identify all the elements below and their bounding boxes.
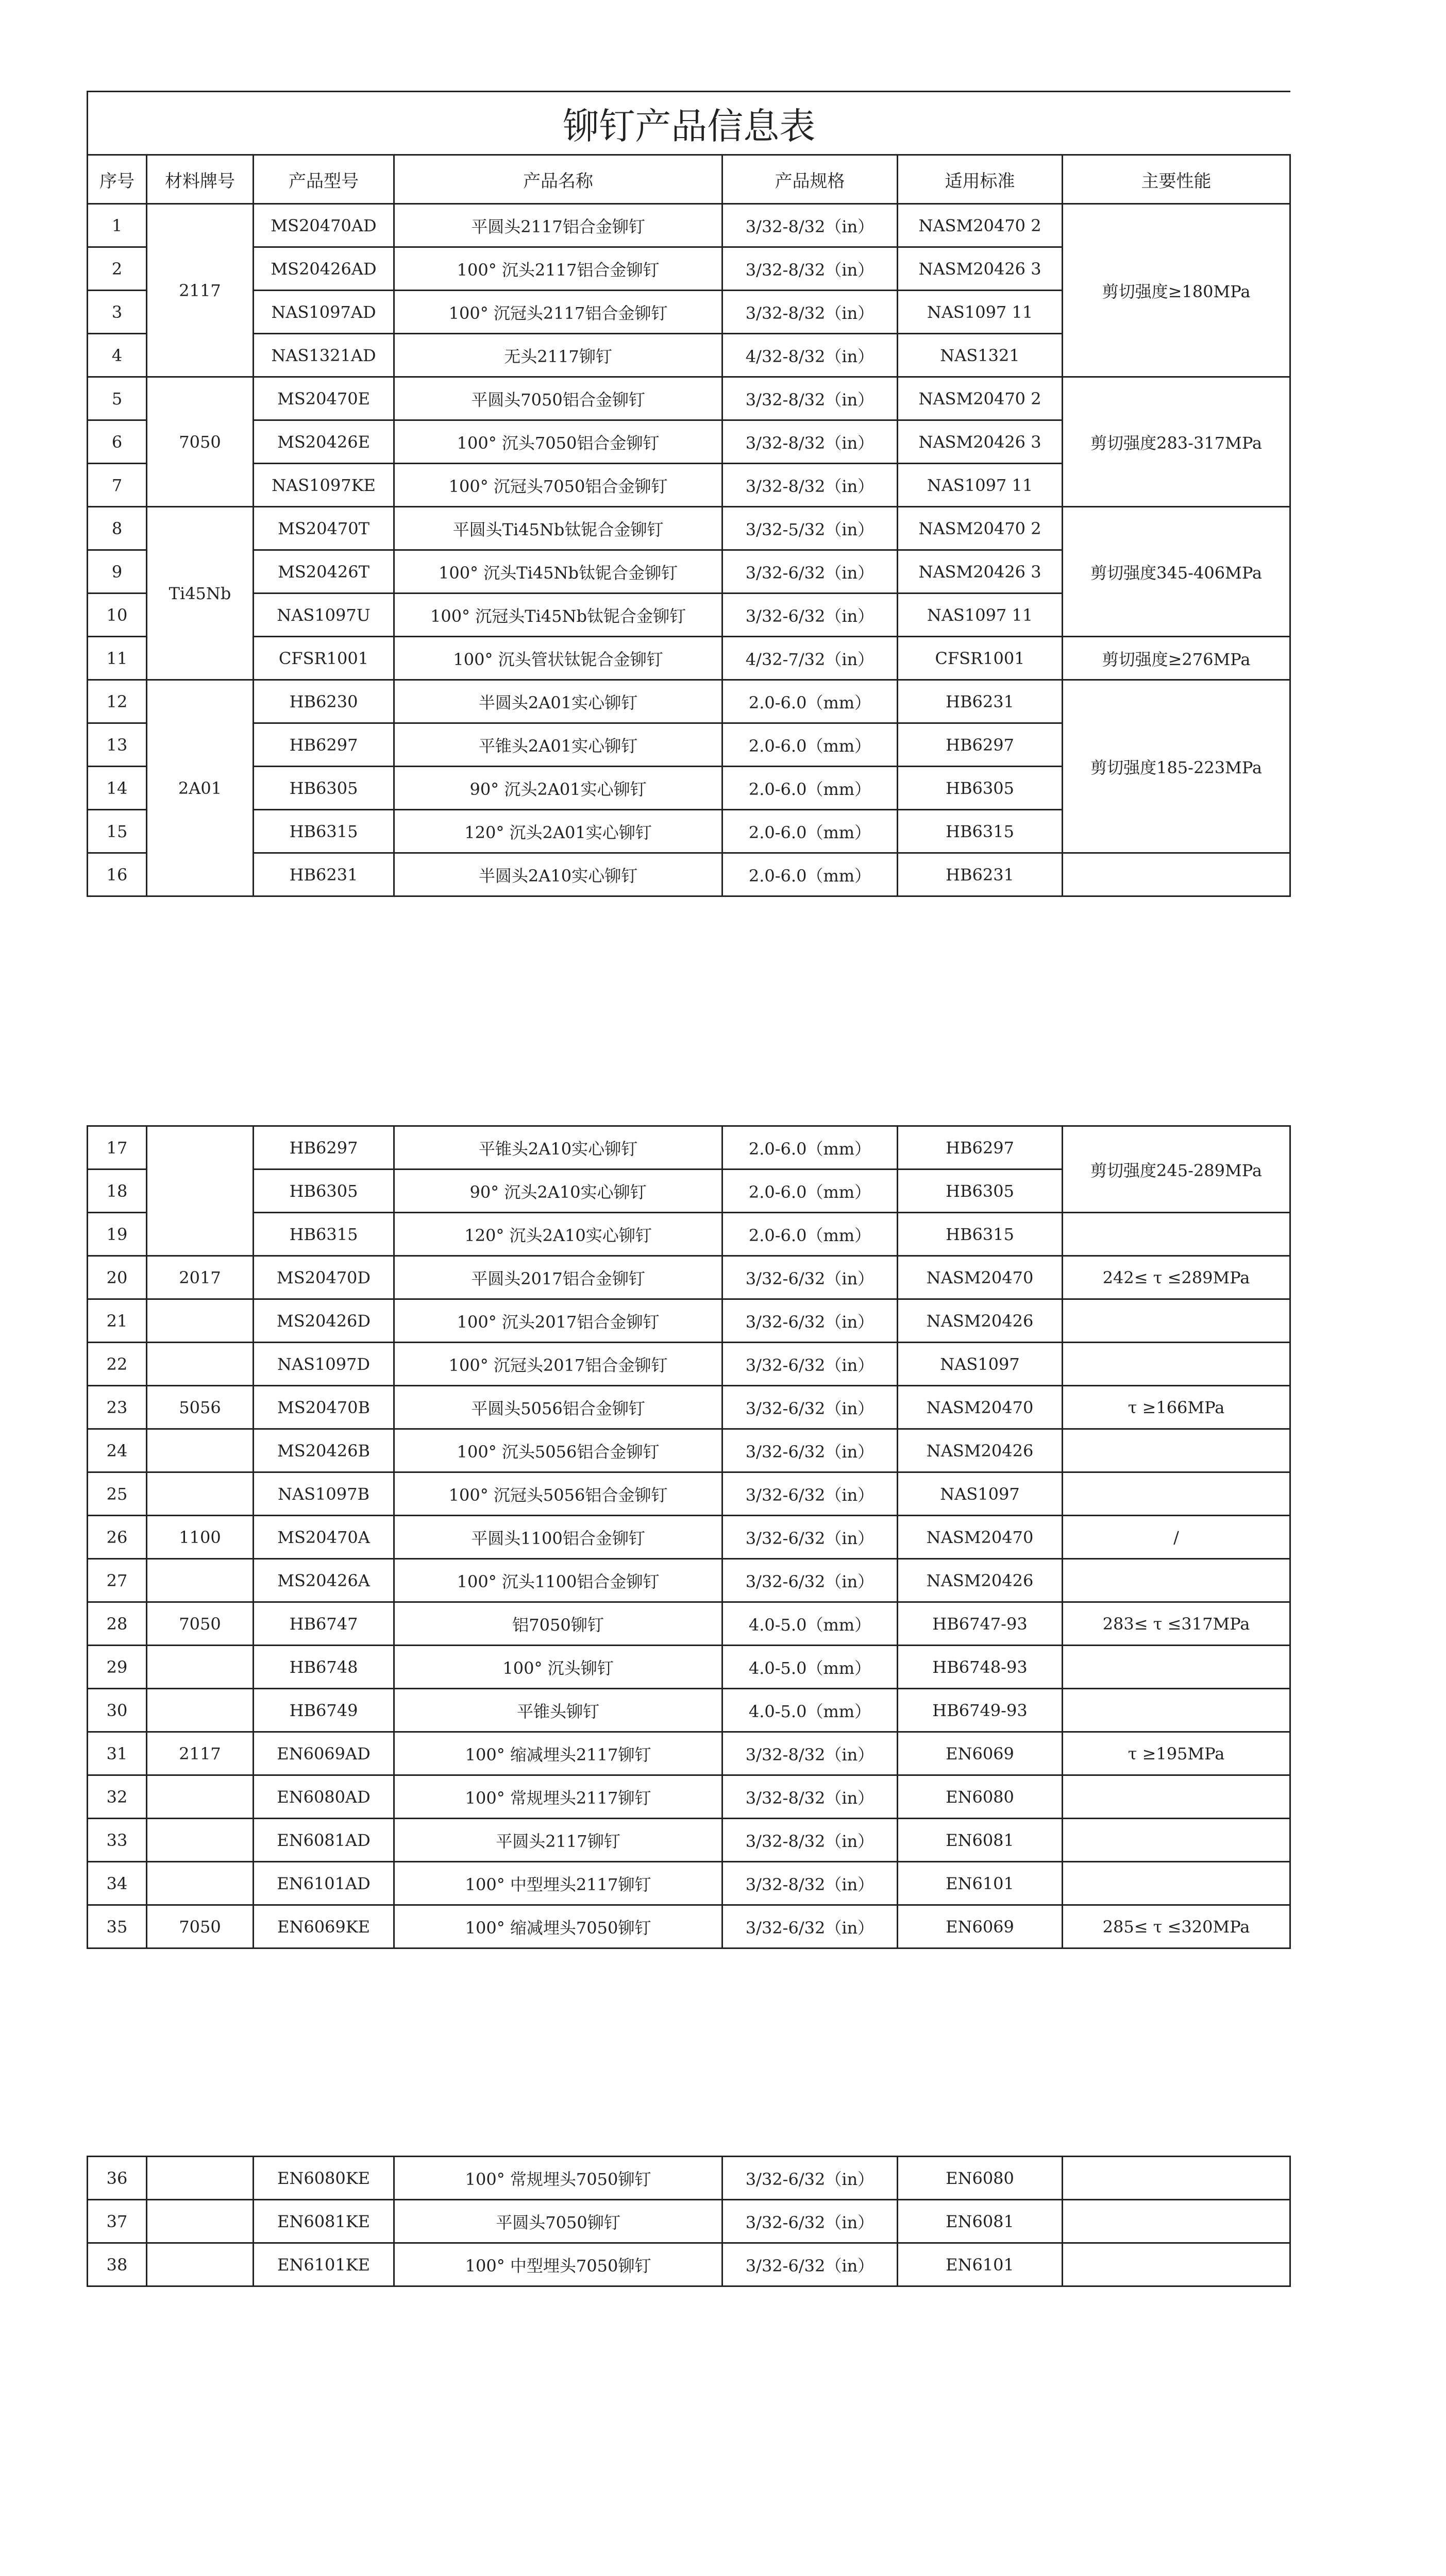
material-cell: 7050 bbox=[147, 377, 254, 507]
product-name-cell: 平锥头铆钉 bbox=[394, 1689, 722, 1732]
performance-cell bbox=[1063, 1343, 1290, 1386]
performance-cell: 剪切强度185-223MPa bbox=[1063, 680, 1290, 853]
model-cell: NAS1097U bbox=[254, 594, 394, 637]
material-cell bbox=[147, 1429, 254, 1472]
table-row bbox=[88, 1689, 1290, 1732]
table-row bbox=[88, 204, 1290, 247]
table-row bbox=[88, 1386, 1290, 1429]
spec-cell: 2.0-6.0（mm） bbox=[722, 680, 898, 723]
row-number-cell: 25 bbox=[88, 1472, 147, 1516]
performance-cell bbox=[1063, 853, 1290, 896]
product-name-cell: 100° 沉头铆钉 bbox=[394, 1646, 722, 1689]
product-name-cell: 100° 沉头5056铝合金铆钉 bbox=[394, 1429, 722, 1472]
performance-cell bbox=[1063, 1472, 1290, 1516]
standard-cell: NASM20470 bbox=[898, 1516, 1063, 1559]
standard-cell: NASM20426 bbox=[898, 1559, 1063, 1602]
material-cell: 7050 bbox=[147, 1602, 254, 1646]
performance-cell bbox=[1063, 2157, 1290, 2200]
spec-cell: 2.0-6.0（mm） bbox=[722, 1170, 898, 1213]
row-number-cell: 27 bbox=[88, 1559, 147, 1602]
row-number-cell: 23 bbox=[88, 1386, 147, 1429]
row-number-cell: 12 bbox=[88, 680, 147, 723]
model-cell: EN6069AD bbox=[254, 1732, 394, 1775]
performance-cell: τ ≥195MPa bbox=[1063, 1732, 1290, 1775]
standard-cell: HB6748-93 bbox=[898, 1646, 1063, 1689]
table-row bbox=[88, 1819, 1290, 1862]
performance-cell: 剪切强度≥276MPa bbox=[1063, 637, 1290, 680]
spec-cell: 3/32-6/32（in） bbox=[722, 594, 898, 637]
model-cell: HB6315 bbox=[254, 810, 394, 853]
material-cell bbox=[147, 1472, 254, 1516]
row-number-cell: 2 bbox=[88, 247, 147, 291]
model-cell: EN6101KE bbox=[254, 2243, 394, 2286]
model-cell: NAS1321AD bbox=[254, 334, 394, 377]
performance-cell bbox=[1063, 1213, 1290, 1256]
model-cell: HB6315 bbox=[254, 1213, 394, 1256]
spec-cell: 2.0-6.0（mm） bbox=[722, 1126, 898, 1170]
spec-cell: 3/32-6/32（in） bbox=[722, 2243, 898, 2286]
product-name-cell: 100° 沉头管状钛铌合金铆钉 bbox=[394, 637, 722, 680]
model-cell: HB6749 bbox=[254, 1689, 394, 1732]
model-cell: NAS1097B bbox=[254, 1472, 394, 1516]
standard-cell: NASM20470 bbox=[898, 1386, 1063, 1429]
spec-cell: 3/32-8/32（in） bbox=[722, 1775, 898, 1819]
product-name-cell: 平圆头7050铝合金铆钉 bbox=[394, 377, 722, 420]
model-cell: MS20426T bbox=[254, 550, 394, 594]
row-number-cell: 36 bbox=[88, 2157, 147, 2200]
spec-cell: 4.0-5.0（mm） bbox=[722, 1646, 898, 1689]
material-cell: 2117 bbox=[147, 204, 254, 377]
model-cell: HB6297 bbox=[254, 1126, 394, 1170]
standard-cell: NASM20470 2 bbox=[898, 204, 1063, 247]
product-name-cell: 平圆头1100铝合金铆钉 bbox=[394, 1516, 722, 1559]
model-cell: HB6747 bbox=[254, 1602, 394, 1646]
standard-cell: EN6080 bbox=[898, 2157, 1063, 2200]
product-name-cell: 100° 沉冠头5056铝合金铆钉 bbox=[394, 1472, 722, 1516]
performance-cell: 剪切强度345-406MPa bbox=[1063, 507, 1290, 637]
row-number-cell: 15 bbox=[88, 810, 147, 853]
row-number-cell: 8 bbox=[88, 507, 147, 550]
standard-cell: NAS1097 bbox=[898, 1343, 1063, 1386]
header-cell: 产品规格 bbox=[722, 155, 898, 204]
performance-cell bbox=[1063, 1429, 1290, 1472]
product-name-cell: 100° 沉头2017铝合金铆钉 bbox=[394, 1299, 722, 1343]
row-number-cell: 37 bbox=[88, 2200, 147, 2243]
material-cell: 2017 bbox=[147, 1256, 254, 1299]
performance-cell: 242≤ τ ≤289MPa bbox=[1063, 1256, 1290, 1299]
standard-cell: EN6101 bbox=[898, 1862, 1063, 1905]
standard-cell: NASM20426 3 bbox=[898, 420, 1063, 464]
row-number-cell: 3 bbox=[88, 291, 147, 334]
performance-cell: 剪切强度283-317MPa bbox=[1063, 377, 1290, 507]
product-name-cell: 120° 沉头2A01实心铆钉 bbox=[394, 810, 722, 853]
standard-cell: HB6231 bbox=[898, 853, 1063, 896]
model-cell: MS20426B bbox=[254, 1429, 394, 1472]
product-name-cell: 平圆头2117铝合金铆钉 bbox=[394, 204, 722, 247]
product-name-cell: 100° 缩减埋头2117铆钉 bbox=[394, 1732, 722, 1775]
performance-cell: 283≤ τ ≤317MPa bbox=[1063, 1602, 1290, 1646]
material-cell bbox=[147, 1819, 254, 1862]
spec-cell: 3/32-6/32（in） bbox=[722, 1472, 898, 1516]
spec-cell: 3/32-8/32（in） bbox=[722, 464, 898, 507]
row-number-cell: 35 bbox=[88, 1905, 147, 1948]
row-number-cell: 21 bbox=[88, 1299, 147, 1343]
product-name-cell: 100° 沉头7050铝合金铆钉 bbox=[394, 420, 722, 464]
standard-cell: NASM20470 2 bbox=[898, 507, 1063, 550]
product-name-cell: 90° 沉头2A10实心铆钉 bbox=[394, 1170, 722, 1213]
material-cell bbox=[147, 1862, 254, 1905]
table-row bbox=[88, 1905, 1290, 1948]
standard-cell: HB6747-93 bbox=[898, 1602, 1063, 1646]
row-number-cell: 13 bbox=[88, 723, 147, 767]
header-row bbox=[88, 155, 1290, 204]
standard-cell: HB6297 bbox=[898, 1126, 1063, 1170]
model-cell: MS20470E bbox=[254, 377, 394, 420]
model-cell: MS20426AD bbox=[254, 247, 394, 291]
product-name-cell: 100° 沉冠头7050铝合金铆钉 bbox=[394, 464, 722, 507]
table-row bbox=[88, 1646, 1290, 1689]
product-name-cell: 100° 沉冠头Ti45Nb钛铌合金铆钉 bbox=[394, 594, 722, 637]
model-cell: MS20426D bbox=[254, 1299, 394, 1343]
model-cell: NAS1097D bbox=[254, 1343, 394, 1386]
spec-cell: 3/32-6/32（in） bbox=[722, 2200, 898, 2243]
product-name-cell: 平圆头7050铆钉 bbox=[394, 2200, 722, 2243]
spec-cell: 3/32-8/32（in） bbox=[722, 1862, 898, 1905]
row-number-cell: 11 bbox=[88, 637, 147, 680]
row-number-cell: 20 bbox=[88, 1256, 147, 1299]
product-name-cell: 100° 沉冠头2117铝合金铆钉 bbox=[394, 291, 722, 334]
standard-cell: EN6080 bbox=[898, 1775, 1063, 1819]
spec-cell: 3/32-6/32（in） bbox=[722, 1256, 898, 1299]
standard-cell: NAS1097 11 bbox=[898, 291, 1063, 334]
standard-cell: HB6305 bbox=[898, 767, 1063, 810]
table-row bbox=[88, 1775, 1290, 1819]
spec-cell: 4.0-5.0（mm） bbox=[722, 1689, 898, 1732]
row-number-cell: 38 bbox=[88, 2243, 147, 2286]
material-cell bbox=[147, 1775, 254, 1819]
table-row bbox=[88, 1126, 1290, 1170]
table-row bbox=[88, 1343, 1290, 1386]
standard-cell: EN6081 bbox=[898, 1819, 1063, 1862]
standard-cell: HB6749-93 bbox=[898, 1689, 1063, 1732]
table-body bbox=[88, 2157, 1290, 2286]
standard-cell: NAS1097 bbox=[898, 1472, 1063, 1516]
material-cell bbox=[147, 1689, 254, 1732]
standard-cell: HB6305 bbox=[898, 1170, 1063, 1213]
performance-cell bbox=[1063, 1689, 1290, 1732]
table-row bbox=[88, 1732, 1290, 1775]
material-cell bbox=[147, 1559, 254, 1602]
product-name-cell: 100° 沉头2117铝合金铆钉 bbox=[394, 247, 722, 291]
row-number-cell: 1 bbox=[88, 204, 147, 247]
product-name-cell: 平圆头2117铆钉 bbox=[394, 1819, 722, 1862]
model-cell: MS20470A bbox=[254, 1516, 394, 1559]
model-cell: NAS1097AD bbox=[254, 291, 394, 334]
spec-cell: 3/32-8/32（in） bbox=[722, 1819, 898, 1862]
rivet-table-page-1 bbox=[87, 91, 1291, 897]
model-cell: MS20426E bbox=[254, 420, 394, 464]
model-cell: HB6297 bbox=[254, 723, 394, 767]
row-number-cell: 28 bbox=[88, 1602, 147, 1646]
model-cell: EN6101AD bbox=[254, 1862, 394, 1905]
model-cell: HB6231 bbox=[254, 853, 394, 896]
performance-cell bbox=[1063, 1299, 1290, 1343]
table-row bbox=[88, 1472, 1290, 1516]
material-cell bbox=[147, 1299, 254, 1343]
spec-cell: 4.0-5.0（mm） bbox=[722, 1602, 898, 1646]
performance-cell bbox=[1063, 1819, 1290, 1862]
spec-cell: 3/32-6/32（in） bbox=[722, 1905, 898, 1948]
header-cell: 材料牌号 bbox=[147, 155, 254, 204]
table-row bbox=[88, 1559, 1290, 1602]
spec-cell: 3/32-8/32（in） bbox=[722, 247, 898, 291]
performance-cell: 剪切强度≥180MPa bbox=[1063, 204, 1290, 377]
spec-cell: 3/32-6/32（in） bbox=[722, 1559, 898, 1602]
material-cell bbox=[147, 1126, 254, 1256]
product-name-cell: 100° 沉冠头2017铝合金铆钉 bbox=[394, 1343, 722, 1386]
performance-cell: 285≤ τ ≤320MPa bbox=[1063, 1905, 1290, 1948]
standard-cell: NASM20426 3 bbox=[898, 247, 1063, 291]
table-row bbox=[88, 1602, 1290, 1646]
header-cell: 主要性能 bbox=[1063, 155, 1290, 204]
performance-cell bbox=[1063, 1775, 1290, 1819]
standard-cell: HB6297 bbox=[898, 723, 1063, 767]
spec-cell: 3/32-6/32（in） bbox=[722, 1516, 898, 1559]
material-cell: 7050 bbox=[147, 1905, 254, 1948]
row-number-cell: 18 bbox=[88, 1170, 147, 1213]
material-cell bbox=[147, 2243, 254, 2286]
header-cell: 序号 bbox=[88, 155, 147, 204]
row-number-cell: 32 bbox=[88, 1775, 147, 1819]
spec-cell: 3/32-5/32（in） bbox=[722, 507, 898, 550]
material-cell: 1100 bbox=[147, 1516, 254, 1559]
spec-cell: 3/32-6/32（in） bbox=[722, 1386, 898, 1429]
standard-cell: NASM20426 bbox=[898, 1429, 1063, 1472]
row-number-cell: 10 bbox=[88, 594, 147, 637]
header-cell: 产品名称 bbox=[394, 155, 722, 204]
standard-cell: NAS1097 11 bbox=[898, 464, 1063, 507]
material-cell bbox=[147, 1343, 254, 1386]
product-name-cell: 平圆头2017铝合金铆钉 bbox=[394, 1256, 722, 1299]
table-body bbox=[88, 1126, 1290, 1948]
product-name-cell: 100° 常规埋头7050铆钉 bbox=[394, 2157, 722, 2200]
spec-cell: 3/32-6/32（in） bbox=[722, 550, 898, 594]
standard-cell: EN6081 bbox=[898, 2200, 1063, 2243]
product-name-cell: 90° 沉头2A01实心铆钉 bbox=[394, 767, 722, 810]
spec-cell: 2.0-6.0（mm） bbox=[722, 853, 898, 896]
model-cell: HB6305 bbox=[254, 767, 394, 810]
spec-cell: 4/32-7/32（in） bbox=[722, 637, 898, 680]
product-name-cell: 半圆头2A10实心铆钉 bbox=[394, 853, 722, 896]
table-row bbox=[88, 1429, 1290, 1472]
row-number-cell: 5 bbox=[88, 377, 147, 420]
product-name-cell: 100° 中型埋头2117铆钉 bbox=[394, 1862, 722, 1905]
spec-cell: 3/32-6/32（in） bbox=[722, 1429, 898, 1472]
spec-cell: 3/32-6/32（in） bbox=[722, 1299, 898, 1343]
product-name-cell: 半圆头2A01实心铆钉 bbox=[394, 680, 722, 723]
standard-cell: NASM20426 3 bbox=[898, 550, 1063, 594]
row-number-cell: 16 bbox=[88, 853, 147, 896]
header-cell: 产品型号 bbox=[254, 155, 394, 204]
table-body bbox=[88, 204, 1290, 896]
model-cell: NAS1097KE bbox=[254, 464, 394, 507]
row-number-cell: 33 bbox=[88, 1819, 147, 1862]
product-name-cell: 120° 沉头2A10实心铆钉 bbox=[394, 1213, 722, 1256]
standard-cell: CFSR1001 bbox=[898, 637, 1063, 680]
model-cell: EN6069KE bbox=[254, 1905, 394, 1948]
model-cell: HB6230 bbox=[254, 680, 394, 723]
product-name-cell: 平锥头2A10实心铆钉 bbox=[394, 1126, 722, 1170]
spec-cell: 3/32-6/32（in） bbox=[722, 1343, 898, 1386]
standard-cell: NASM20426 bbox=[898, 1299, 1063, 1343]
row-number-cell: 7 bbox=[88, 464, 147, 507]
model-cell: HB6748 bbox=[254, 1646, 394, 1689]
standard-cell: EN6069 bbox=[898, 1905, 1063, 1948]
product-name-cell: 平圆头5056铝合金铆钉 bbox=[394, 1386, 722, 1429]
row-number-cell: 22 bbox=[88, 1343, 147, 1386]
header-cell: 适用标准 bbox=[898, 155, 1063, 204]
model-cell: EN6081KE bbox=[254, 2200, 394, 2243]
standard-cell: HB6315 bbox=[898, 1213, 1063, 1256]
table-row bbox=[88, 1213, 1290, 1256]
model-cell: MS20470B bbox=[254, 1386, 394, 1429]
table-row bbox=[88, 2157, 1290, 2200]
row-number-cell: 30 bbox=[88, 1689, 147, 1732]
standard-cell: NASM20470 bbox=[898, 1256, 1063, 1299]
standard-cell: NAS1321 bbox=[898, 334, 1063, 377]
rivet-table-page-2 bbox=[87, 1125, 1291, 1949]
material-cell bbox=[147, 2157, 254, 2200]
model-cell: MS20470AD bbox=[254, 204, 394, 247]
performance-cell bbox=[1063, 1646, 1290, 1689]
model-cell: MS20470D bbox=[254, 1256, 394, 1299]
spec-cell: 2.0-6.0（mm） bbox=[722, 810, 898, 853]
table-row bbox=[88, 1516, 1290, 1559]
product-name-cell: 100° 中型埋头7050铆钉 bbox=[394, 2243, 722, 2286]
table-row bbox=[88, 1256, 1290, 1299]
table-row bbox=[88, 1299, 1290, 1343]
table-row bbox=[88, 2243, 1290, 2286]
table-row bbox=[88, 1862, 1290, 1905]
page-title: 铆钉产品信息表 bbox=[88, 92, 1290, 155]
row-number-cell: 34 bbox=[88, 1862, 147, 1905]
performance-cell: / bbox=[1063, 1516, 1290, 1559]
spec-cell: 3/32-8/32（in） bbox=[722, 420, 898, 464]
row-number-cell: 14 bbox=[88, 767, 147, 810]
product-name-cell: 平锥头2A01实心铆钉 bbox=[394, 723, 722, 767]
model-cell: EN6080AD bbox=[254, 1775, 394, 1819]
table-row bbox=[88, 2200, 1290, 2243]
table-row bbox=[88, 637, 1290, 680]
standard-cell: NASM20470 2 bbox=[898, 377, 1063, 420]
row-number-cell: 26 bbox=[88, 1516, 147, 1559]
row-number-cell: 6 bbox=[88, 420, 147, 464]
performance-cell bbox=[1063, 2200, 1290, 2243]
performance-cell bbox=[1063, 1862, 1290, 1905]
row-number-cell: 24 bbox=[88, 1429, 147, 1472]
material-cell: 5056 bbox=[147, 1386, 254, 1429]
model-cell: CFSR1001 bbox=[254, 637, 394, 680]
standard-cell: HB6315 bbox=[898, 810, 1063, 853]
row-number-cell: 4 bbox=[88, 334, 147, 377]
standard-cell: HB6231 bbox=[898, 680, 1063, 723]
product-name-cell: 无头2117铆钉 bbox=[394, 334, 722, 377]
model-cell: HB6305 bbox=[254, 1170, 394, 1213]
spec-cell: 4/32-8/32（in） bbox=[722, 334, 898, 377]
material-cell: Ti45Nb bbox=[147, 507, 254, 680]
row-number-cell: 31 bbox=[88, 1732, 147, 1775]
spec-cell: 2.0-6.0（mm） bbox=[722, 723, 898, 767]
spec-cell: 3/32-8/32（in） bbox=[722, 291, 898, 334]
product-name-cell: 平圆头Ti45Nb钛铌合金铆钉 bbox=[394, 507, 722, 550]
table-row bbox=[88, 680, 1290, 723]
spec-cell: 3/32-8/32（in） bbox=[722, 1732, 898, 1775]
standard-cell: EN6101 bbox=[898, 2243, 1063, 2286]
product-name-cell: 100° 沉头Ti45Nb钛铌合金铆钉 bbox=[394, 550, 722, 594]
performance-cell: τ ≥166MPa bbox=[1063, 1386, 1290, 1429]
product-name-cell: 铝7050铆钉 bbox=[394, 1602, 722, 1646]
product-name-cell: 100° 缩减埋头7050铆钉 bbox=[394, 1905, 722, 1948]
table-row bbox=[88, 507, 1290, 550]
row-number-cell: 29 bbox=[88, 1646, 147, 1689]
product-name-cell: 100° 沉头1100铝合金铆钉 bbox=[394, 1559, 722, 1602]
standard-cell: NAS1097 11 bbox=[898, 594, 1063, 637]
performance-cell: 剪切强度245-289MPa bbox=[1063, 1126, 1290, 1213]
model-cell: EN6081AD bbox=[254, 1819, 394, 1862]
material-cell: 2A01 bbox=[147, 680, 254, 896]
model-cell: EN6080KE bbox=[254, 2157, 394, 2200]
performance-cell bbox=[1063, 1559, 1290, 1602]
spec-cell: 3/32-6/32（in） bbox=[722, 2157, 898, 2200]
row-number-cell: 9 bbox=[88, 550, 147, 594]
product-name-cell: 100° 常规埋头2117铆钉 bbox=[394, 1775, 722, 1819]
model-cell: MS20426A bbox=[254, 1559, 394, 1602]
performance-cell bbox=[1063, 2243, 1290, 2286]
spec-cell: 3/32-8/32（in） bbox=[722, 377, 898, 420]
row-number-cell: 19 bbox=[88, 1213, 147, 1256]
spec-cell: 2.0-6.0（mm） bbox=[722, 767, 898, 810]
material-cell bbox=[147, 1646, 254, 1689]
model-cell: MS20470T bbox=[254, 507, 394, 550]
row-number-cell: 17 bbox=[88, 1126, 147, 1170]
spec-cell: 3/32-8/32（in） bbox=[722, 204, 898, 247]
rivet-table-page-3 bbox=[87, 2156, 1291, 2287]
standard-cell: EN6069 bbox=[898, 1732, 1063, 1775]
material-cell bbox=[147, 2200, 254, 2243]
table-row bbox=[88, 853, 1290, 896]
spec-cell: 2.0-6.0（mm） bbox=[722, 1213, 898, 1256]
material-cell: 2117 bbox=[147, 1732, 254, 1775]
table-row bbox=[88, 377, 1290, 420]
